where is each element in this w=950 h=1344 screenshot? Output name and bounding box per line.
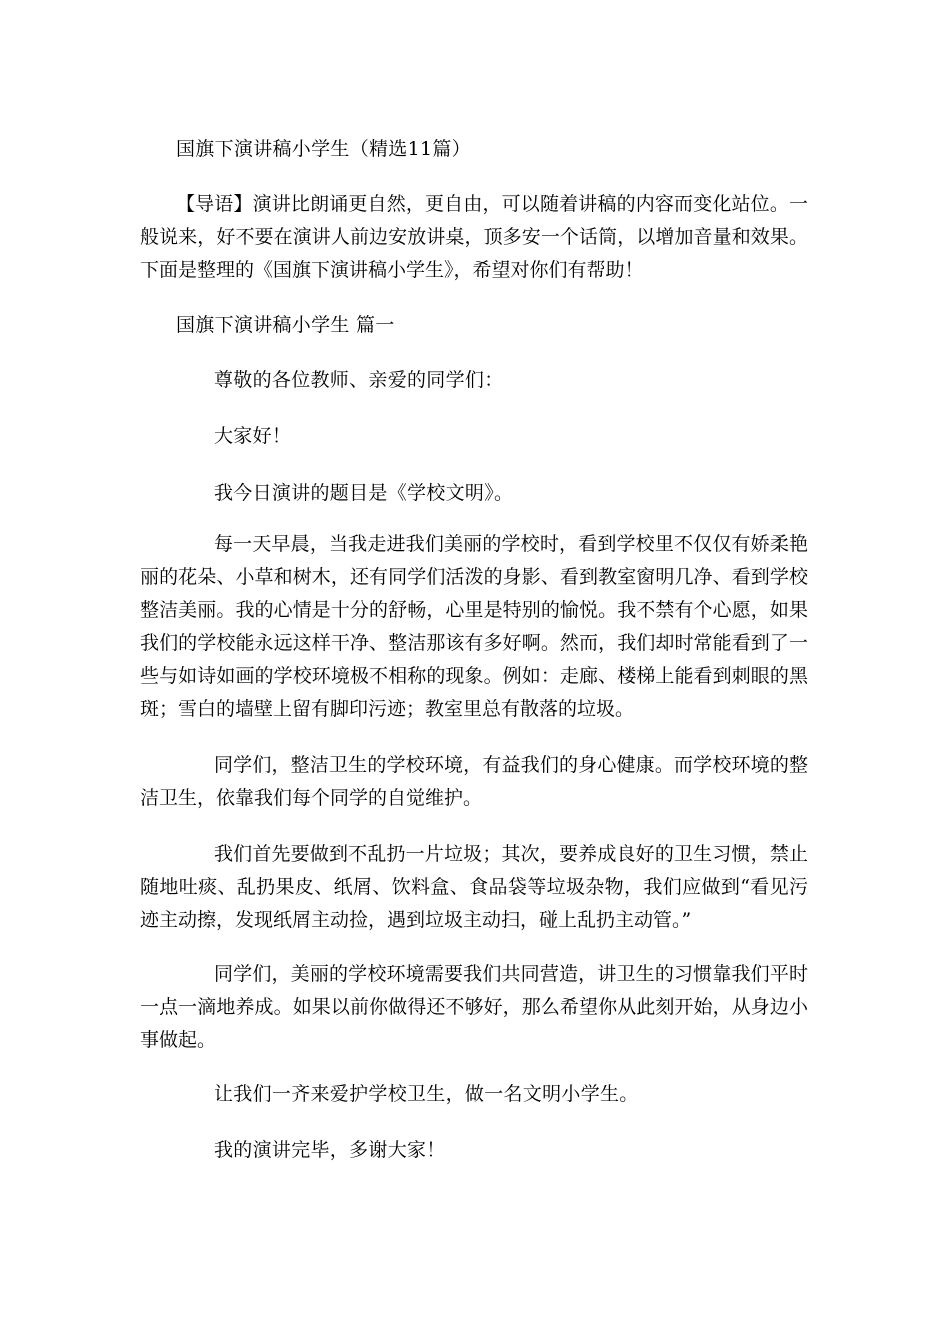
greeting: 大家好！ bbox=[214, 425, 292, 447]
document-title: 国旗下演讲稿小学生（精选11篇） bbox=[176, 138, 471, 160]
call-to-action: 让我们一齐来爱护学校卫生，做一名文明小学生。 bbox=[214, 1083, 639, 1105]
salutation: 尊敬的各位教师、亲爱的同学们： bbox=[214, 369, 504, 391]
body-paragraph-4: 同学们，美丽的学校环境需要我们共同营造，讲卫生的习惯靠我们平时一点一滴地养成。如果以前你做得还不够好，那么希望你从此刻开始，从身边小事做起。 bbox=[140, 963, 808, 1051]
section-heading: 国旗下演讲稿小学生 篇一 bbox=[176, 314, 395, 336]
body-paragraph-3: 我们首先要做到不乱扔一片垃圾；其次，要养成良好的卫生习惯，禁止随地吐痰、乱扔果皮、纸屑、饮料盒、食品袋等垃圾杂物，我们应做到“看见污迹主动擦，发现纸屑主动捡，遇到垃圾主动扫，碰上乱扔主动管。” bbox=[140, 843, 808, 931]
body-paragraph-2: 同学们，整洁卫生的学校环境，有益我们的身心健康。而学校环境的整洁卫生，依靠我们每个同学的自觉维护。 bbox=[140, 754, 808, 809]
speech-topic: 我今日演讲的题目是《学校文明》。 bbox=[214, 482, 514, 504]
intro-paragraph: 【导语】演讲比朗诵更自然，更自由，可以随着讲稿的内容而变化站位。一般说来，好不要在演讲人前边安放讲桌，顶多安一个话筒，以增加音量和效果。下面是整理的《国旗下演讲稿小学生》，希望对你们有帮助！ bbox=[140, 193, 808, 281]
body-paragraph-1: 每一天早晨，当我走进我们美丽的学校时，看到学校里不仅仅有娇柔艳丽的花朵、小草和树木，还有同学们活泼的身影、看到教室窗明几净、看到学校整洁美丽。我的心情是十分的舒畅，心里是特别的愉悦。我不禁有个心愿，如果我们的学校能永远这样干净、整洁那该有多好啊。然而，我们却时常能看到了一些与如诗如画的学校环境极不相称的现象。例如：走廊、楼梯上能看到刺眼的黑斑；雪白的墙壁上留有脚印污迹；教室里总有散落的垃圾。 bbox=[140, 533, 808, 720]
closing-line: 我的演讲完毕，多谢大家！ bbox=[214, 1139, 446, 1161]
